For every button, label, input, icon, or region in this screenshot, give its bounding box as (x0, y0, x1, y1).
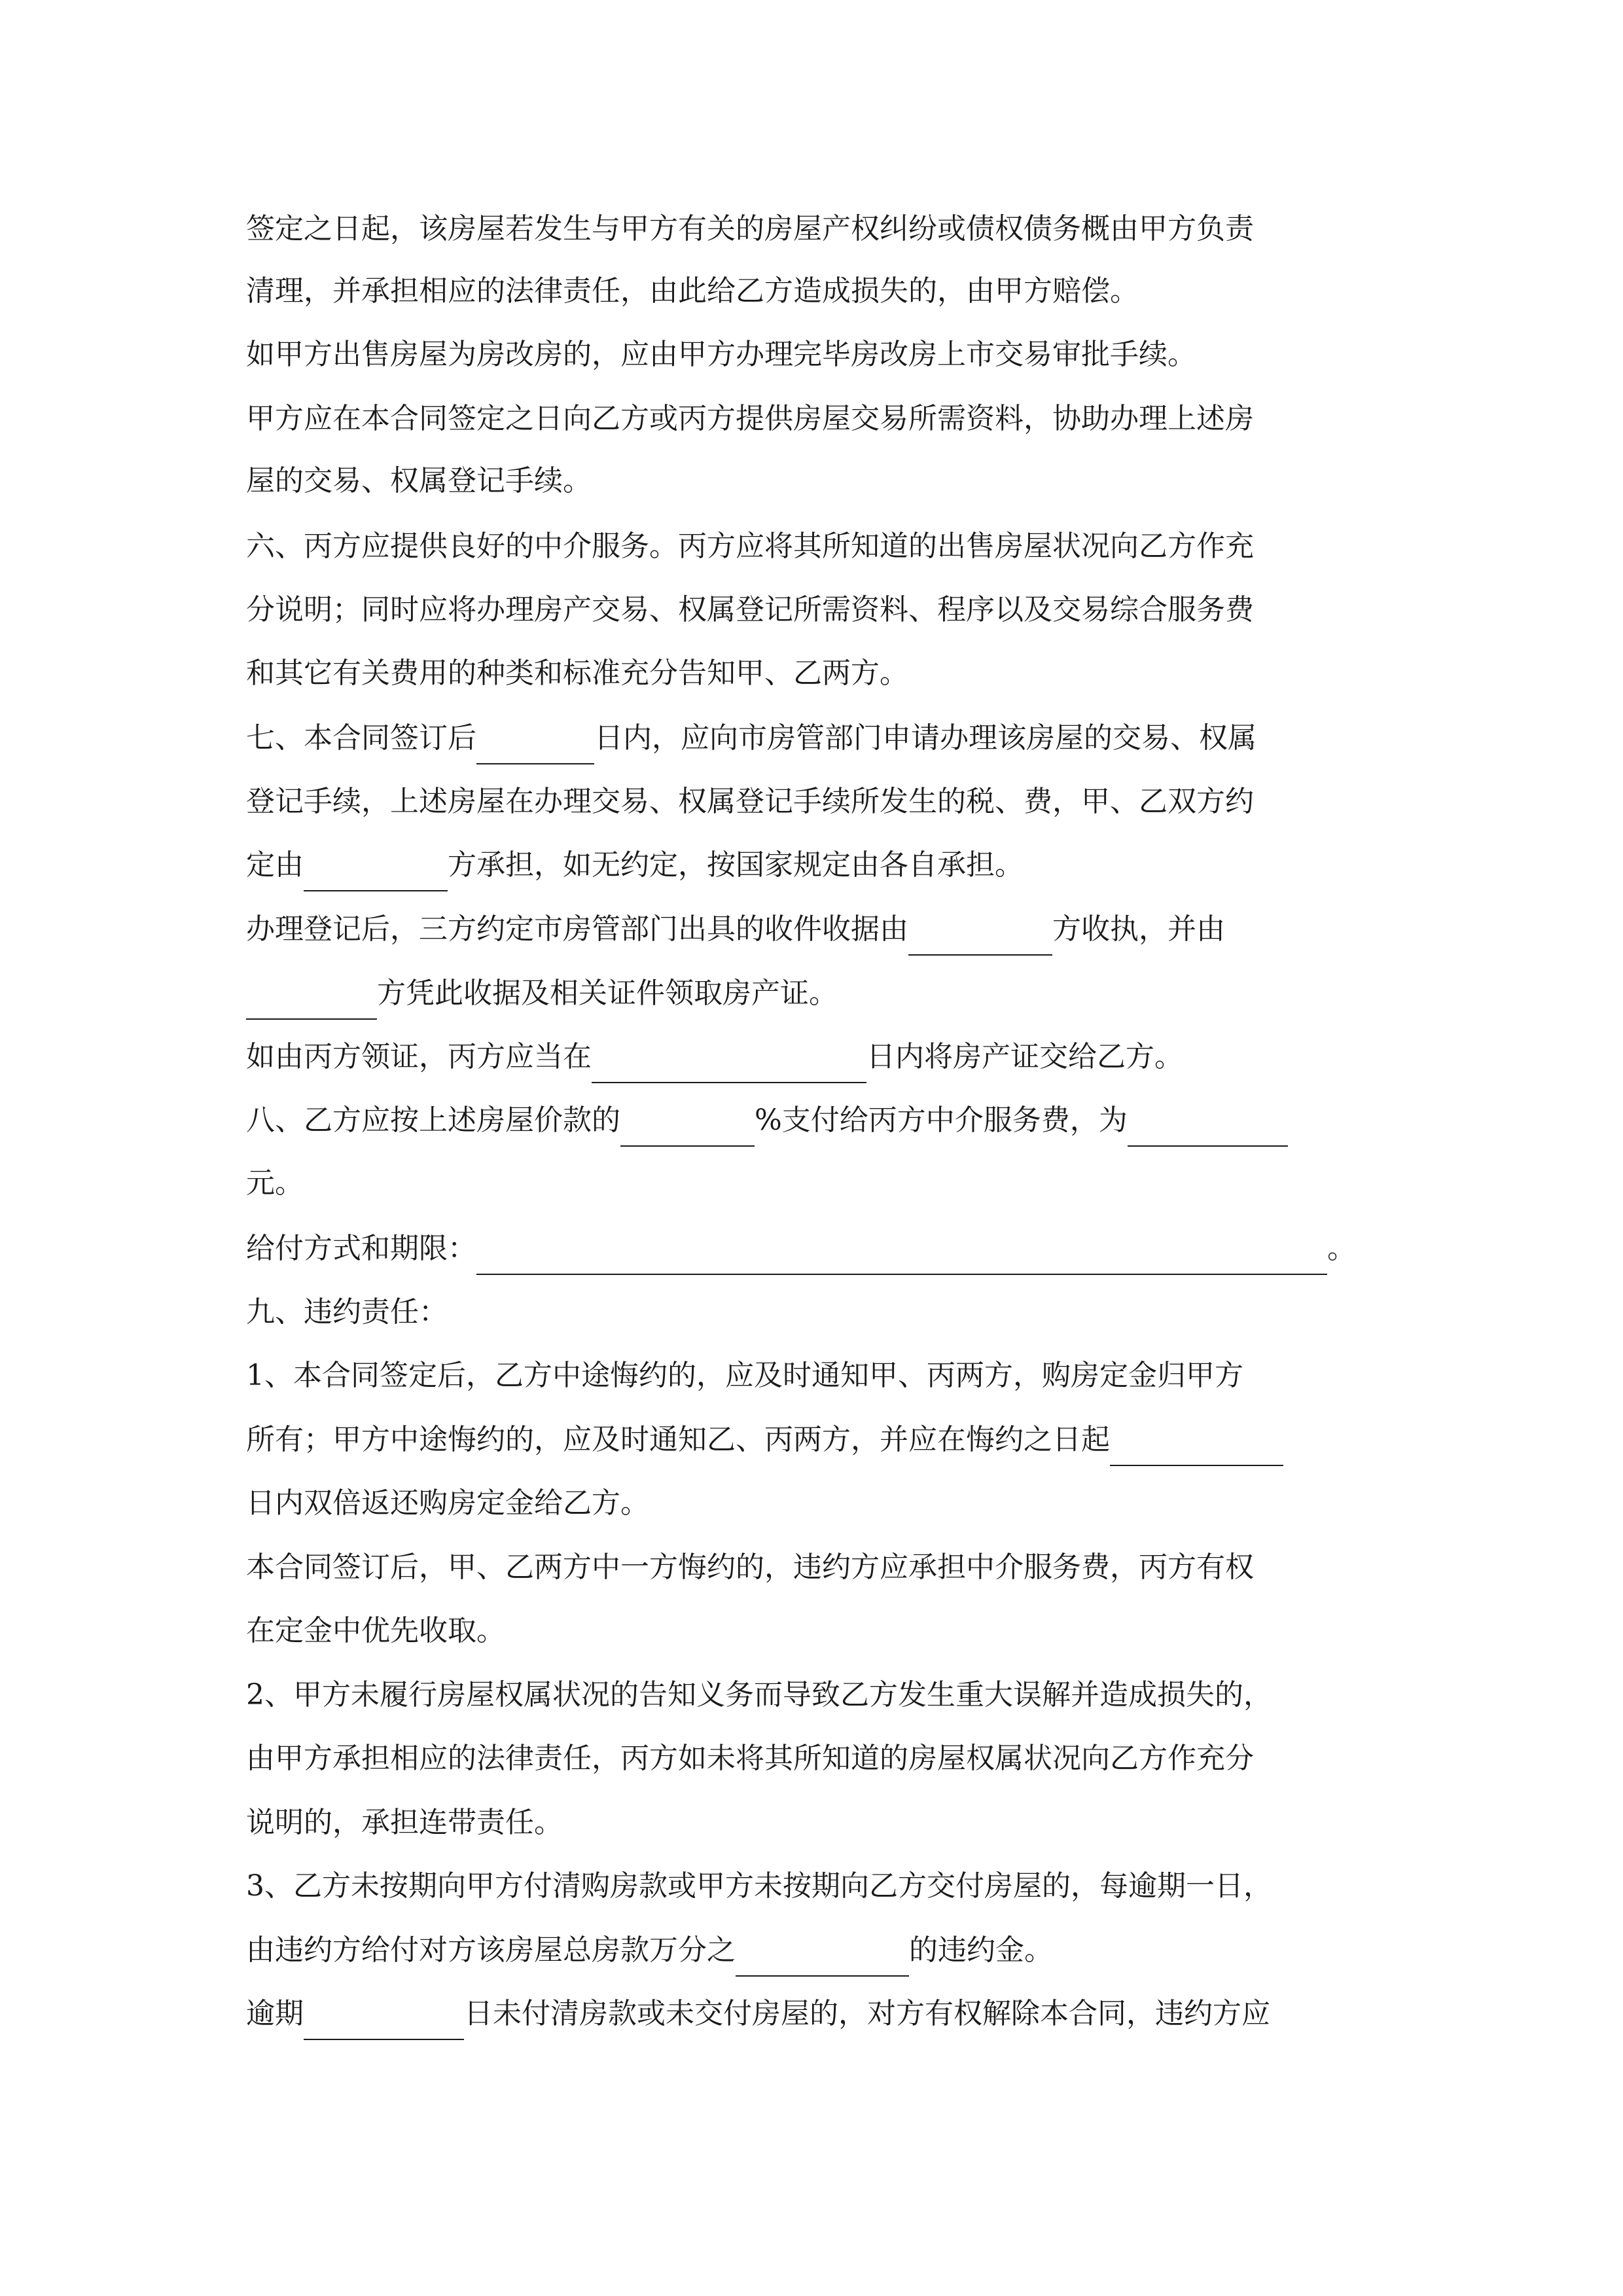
text-line (246, 265, 1378, 317)
line-text: 清理，并承担相应的法律责任，由此给乙方造成损失的，由甲方赔偿。 (246, 274, 1139, 308)
blank-field[interactable] (592, 1047, 866, 1083)
blank-field[interactable] (304, 855, 448, 891)
line-text: 2、甲方未履行房屋权属状况的告知义务而导致乙方发生重大误解并造成损失的， (246, 1678, 1272, 1712)
line-text: 方承担，如无约定，按国家规定由各自承担。 (448, 848, 1024, 882)
line-text: 方凭此收据及相关证件领取房产证。 (377, 977, 838, 1010)
text-line (246, 1860, 1378, 1912)
line-text: 日内，应向市房管部门申请办理该房屋的交易、权属 (594, 721, 1257, 755)
line-text: 本合同签订后，甲、乙两方中一方悔约的，违约方应承担中介服务费，丙方有权 (246, 1551, 1254, 1584)
line-text: 甲方应在本合同签定之日向乙方或丙方提供房屋交易所需资料，协助办理上述房 (246, 402, 1254, 435)
line-text: 如甲方出售房屋为房改房的，应由甲方办理完毕房改房上市交易审批手续。 (246, 338, 1196, 371)
blank-field[interactable] (736, 1940, 909, 1977)
blank-field[interactable] (476, 1238, 1327, 1275)
blank-field[interactable] (908, 919, 1052, 956)
line-text: 定由 (246, 848, 304, 882)
text-line (246, 712, 1378, 764)
line-text: 六、丙方应提供良好的中介服务。丙方应将其所知道的出售房屋状况向乙方作充 (246, 529, 1254, 563)
text-line (246, 1350, 1378, 1402)
line-text: 九、违约责任： (246, 1295, 448, 1329)
line-text: 元。 (246, 1166, 304, 1200)
text-line (246, 1732, 1378, 1785)
text-line (246, 203, 1378, 255)
line-text: 的违约金。 (909, 1933, 1053, 1967)
text-line (246, 1669, 1378, 1721)
line-text: 方收执，并由 (1052, 912, 1225, 946)
text-line (246, 393, 1378, 445)
line-text: 八、乙方应按上述房屋价款的 (246, 1103, 620, 1137)
text-line (246, 903, 1378, 956)
line-text: 逾期 (246, 1997, 304, 2030)
text-line (246, 1924, 1378, 1977)
text-line (246, 1286, 1378, 1338)
text-line (246, 967, 1378, 1020)
text-line (246, 455, 1378, 507)
text-line (246, 520, 1378, 573)
line-text: 日未付清房款或未交付房屋的，对方有权解除本合同，违约方应 (464, 1997, 1270, 2030)
line-text: 七、本合同签订后 (246, 721, 476, 755)
line-text: 由甲方承担相应的法律责任，丙方如未将其所知道的房屋权属状况向乙方作充分 (246, 1742, 1254, 1775)
line-text: 3、乙方未按期向甲方付清购房款或甲方未按期向乙方交付房屋的，每逾期一日， (246, 1869, 1272, 1903)
text-line (246, 1157, 1378, 1210)
line-text: 办理登记后，三方约定市房管部门出具的收件收据由 (246, 912, 908, 946)
text-line (246, 1223, 1378, 1275)
line-text: 1、本合同签定后，乙方中途悔约的，应及时通知甲、丙两方，购房定金归甲方 (246, 1359, 1243, 1392)
line-text: 屋的交易、权属登记手续。 (246, 464, 592, 497)
line-text: 说明的，承担连带责任。 (246, 1806, 563, 1839)
text-line (246, 1031, 1378, 1083)
blank-field[interactable] (620, 1110, 755, 1147)
line-text: 分说明；同时应将办理房产交易、权属登记所需资料、程序以及交易综合服务费 (246, 593, 1254, 626)
text-line (246, 1988, 1378, 2040)
line-text: 登记手续，上述房屋在办理交易、权属登记手续所发生的税、费，甲、乙双方约 (246, 785, 1254, 818)
blank-field[interactable] (1110, 1429, 1283, 1466)
text-line (246, 839, 1378, 891)
blank-field[interactable] (304, 2003, 464, 2040)
line-text: 给付方式和期限： (246, 1232, 476, 1265)
text-line (246, 1605, 1378, 1657)
line-text: 和其它有关费用的种类和标准充分告知甲、乙两方。 (246, 656, 908, 690)
text-line (246, 329, 1378, 381)
blank-field[interactable] (1128, 1110, 1288, 1147)
line-text: 如由丙方领证，丙方应当在 (246, 1040, 592, 1073)
text-line (246, 1094, 1378, 1147)
line-text: 在定金中优先收取。 (246, 1614, 505, 1647)
blank-field[interactable] (476, 728, 594, 764)
text-line (246, 776, 1378, 828)
blank-field[interactable] (246, 983, 377, 1020)
line-text: 日内双倍返还购房定金给乙方。 (246, 1486, 649, 1520)
line-text: 。 (1327, 1232, 1356, 1265)
text-line (246, 1541, 1378, 1594)
line-text: %支付给丙方中介服务费，为 (755, 1103, 1128, 1137)
text-line (246, 1414, 1378, 1466)
text-line (246, 1477, 1378, 1530)
line-text: 所有；甲方中途悔约的，应及时通知乙、丙两方，并应在悔约之日起 (246, 1423, 1110, 1456)
text-line (246, 1797, 1378, 1849)
text-line (246, 584, 1378, 636)
line-text: 由违约方给付对方该房屋总房款万分之 (246, 1933, 736, 1967)
text-line (246, 647, 1378, 700)
line-text: 日内将房产证交给乙方。 (866, 1040, 1183, 1073)
line-text: 签定之日起，该房屋若发生与甲方有关的房屋产权纠纷或债权债务概由甲方负责 (246, 212, 1254, 245)
